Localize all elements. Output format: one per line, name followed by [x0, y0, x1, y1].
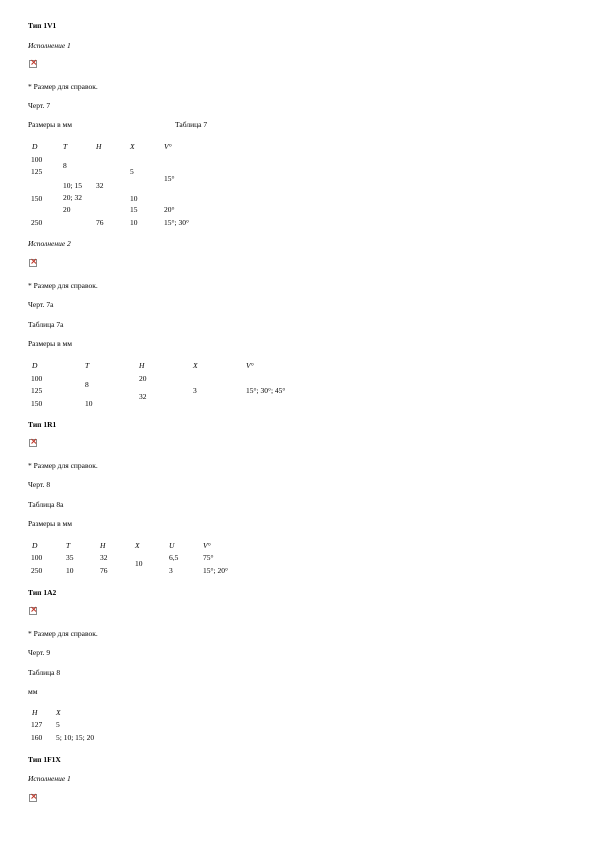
table-cell: 20°	[164, 205, 175, 214]
table-cell: 125	[31, 167, 43, 176]
table-cell: 250	[31, 566, 43, 575]
table-cell: 20; 32	[63, 193, 82, 202]
table-cell: 15	[130, 205, 138, 214]
units-label: мм	[28, 687, 38, 696]
broken-image-icon	[29, 60, 37, 68]
table-cell: 250	[31, 218, 43, 227]
table-header-x: X	[56, 708, 61, 717]
table-header-t: T	[85, 361, 90, 370]
table-cell: 150	[31, 399, 43, 408]
chart-label-7: Черт. 7	[28, 101, 51, 110]
section-title-type-1f1x: Тип 1F1X	[28, 755, 61, 764]
table-cell: 15°; 30°; 45°	[246, 386, 286, 395]
table-cell: 100	[31, 553, 43, 562]
table-header-x: X	[193, 361, 198, 370]
table-cell: 15°; 30°	[164, 218, 189, 227]
section-title-type-1a2: Тип 1A2	[28, 588, 57, 597]
table-cell: 100	[31, 155, 43, 164]
table-cell: 8	[63, 161, 67, 170]
broken-image-icon	[29, 259, 37, 267]
table-cell: 32	[100, 553, 108, 562]
execution-label-1: Исполнение 1	[28, 41, 71, 50]
table-header-u: U	[169, 541, 175, 550]
table-header-v: V°	[246, 361, 254, 370]
table-header-d: D	[32, 541, 38, 550]
broken-image-icon	[29, 607, 37, 615]
table-cell: 150	[31, 194, 43, 203]
table-cell: 5; 10; 15; 20	[56, 733, 95, 742]
chart-label-9: Черт. 9	[28, 648, 51, 657]
reference-note: * Размер для справок.	[28, 281, 98, 290]
chart-label-8: Черт. 8	[28, 480, 51, 489]
reference-note: * Размер для справок.	[28, 629, 98, 638]
table-cell: 125	[31, 386, 43, 395]
table-cell: 15°	[164, 174, 175, 183]
table-cell: 6,5	[169, 553, 179, 562]
table-cell: 76	[96, 218, 104, 227]
reference-note: * Размер для справок.	[28, 461, 98, 470]
table-label-7: Таблица 7	[175, 120, 208, 129]
section-title-type-1r1: Тип 1R1	[28, 420, 57, 429]
table-cell: 10	[130, 194, 138, 203]
table-header-v: V°	[203, 541, 211, 550]
execution-label-2: Исполнение 2	[28, 239, 71, 248]
table-header-x: X	[135, 541, 140, 550]
table-cell: 10; 15	[63, 181, 82, 190]
table-cell: 20	[139, 374, 147, 383]
table-cell: 35	[66, 553, 74, 562]
execution-label-1: Исполнение 1	[28, 774, 71, 783]
table-header-h: H	[139, 361, 145, 370]
table-header-v: V°	[164, 142, 172, 151]
table-cell: 32	[96, 181, 104, 190]
table-cell: 3	[193, 386, 197, 395]
section-title-type-1v1: Тип 1V1	[28, 21, 57, 30]
table-cell: 32	[139, 392, 147, 401]
table-header-h: H	[32, 708, 38, 717]
table-label-8: Таблица 8	[28, 668, 61, 677]
table-cell: 10	[130, 218, 138, 227]
table-cell: 76	[100, 566, 108, 575]
table-header-d: D	[32, 142, 38, 151]
table-cell: 10	[66, 566, 74, 575]
table-cell: 5	[130, 167, 134, 176]
table-header-h: H	[100, 541, 106, 550]
table-header-x: X	[130, 142, 135, 151]
table-cell: 8	[85, 380, 89, 389]
reference-note: * Размер для справок.	[28, 82, 98, 91]
units-label: Размеры в мм	[28, 519, 73, 528]
chart-label-7a: Черт. 7а	[28, 300, 54, 309]
table-header-t: T	[66, 541, 71, 550]
table-cell: 20	[63, 205, 71, 214]
table-cell: 127	[31, 720, 43, 729]
table-cell: 15°; 20°	[203, 566, 228, 575]
table-cell: 160	[31, 733, 43, 742]
table-cell: 100	[31, 374, 43, 383]
broken-image-icon	[29, 794, 37, 802]
units-label: Размеры в мм	[28, 120, 73, 129]
table-cell: 75°	[203, 553, 214, 562]
table-cell: 3	[169, 566, 173, 575]
table-header-t: T	[63, 142, 68, 151]
table-label-7a: Таблица 7а	[28, 320, 64, 329]
units-label: Размеры в мм	[28, 339, 73, 348]
table-header-d: D	[32, 361, 38, 370]
table-header-h: H	[96, 142, 102, 151]
table-cell: 10	[85, 399, 93, 408]
table-cell: 10	[135, 559, 143, 568]
table-cell: 5	[56, 720, 60, 729]
broken-image-icon	[29, 439, 37, 447]
table-label-8a: Таблица 8а	[28, 500, 64, 509]
